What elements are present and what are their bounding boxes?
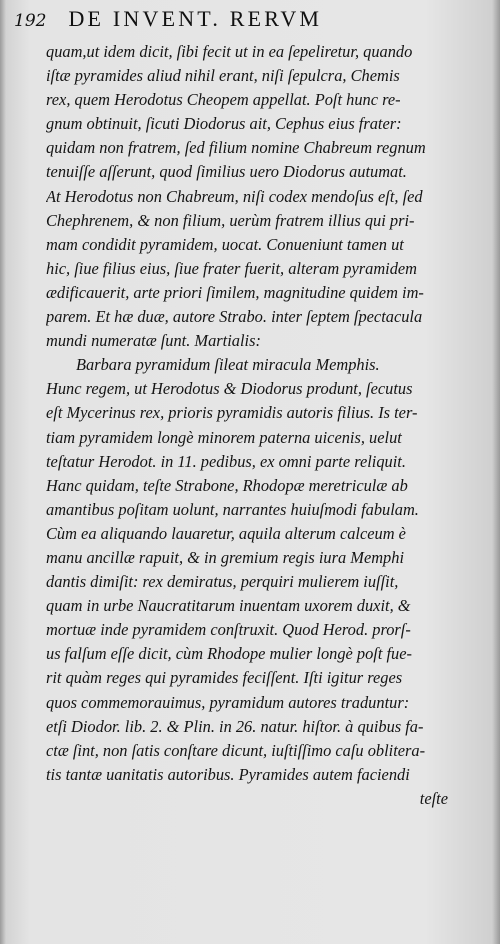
text-line: mundi numeratæ ſunt. Martialis: [46, 331, 261, 351]
text-line: etſi Diodor. lib. 2. & Plin. in 26. natur. hiſtor. à quibus fa- [46, 716, 424, 736]
page-number: 192 [14, 11, 47, 31]
text-line: quidam non fratrem, ſed filium nomine Chabreum regnum [46, 138, 426, 158]
text-line: Cùm ea aliquando lauaretur, aquila alterum calceum è [46, 523, 406, 543]
text-line: tenuiſſe aſſerunt, quod ſimilius uero Diodorus autumat. [46, 162, 407, 182]
text-line: quam in urbe Naucratitarum inuentam uxorem duxit, & [46, 596, 411, 616]
text-line: us falſum eſſe dicit, cùm Rhodope mulier longè poſt fue- [46, 644, 412, 664]
text-line: Chephrenem, & non filium, uerùm fratrem illius qui pri- [46, 210, 415, 230]
text-line: teſtatur Herodot. in 11. pedibus, ex omni parte reliquit. [46, 451, 406, 471]
text-line: Hanc quidam, teſte Strabone, Rhodopæ meretriculæ ab [46, 475, 408, 495]
text-line: ædificauerit, arte priori ſimilem, magnitudine quidem im- [46, 282, 424, 302]
text-line: amantibus poſitam uolunt, narrantes huiuſmodi fabulam. [46, 499, 419, 519]
text-line: At Herodotus non Chabreum, niſi codex mendoſus eſt, ſed [46, 186, 423, 206]
text-line: mortuæ inde pyramidem conſtruxit. Quod Herod. prorſ- [46, 620, 411, 640]
text-line: quam,ut idem dicit, ſibi fecit ut in ea ſepeliretur, quando [46, 42, 413, 61]
text-line: quos commemorauimus, pyramidum autores traduntur: [46, 692, 410, 712]
text-line: gnum obtinuit, ſicuti Diodorus ait, Cephus eius frater: [46, 114, 402, 134]
text-line: tis tantæ uanitatis autoribus. Pyramides autem faciendi [46, 764, 410, 784]
text-line: rex, quem Herodotus Cheopem appellat. Poſt hunc re- [46, 90, 401, 110]
catchword: teſte [419, 788, 448, 808]
text-line: hic, ſiue filius eius, ſiue frater fuerit, alteram pyramidem [46, 258, 418, 278]
body-text [46, 40, 488, 811]
text-line: dantis dimiſit: rex demiratus, perquiri mulierem iuſſit, [46, 572, 399, 592]
text-line: manu ancillæ rapuit, & in gremium regis iura Memphi [46, 547, 405, 567]
text-line: iſtæ pyramides aliud nihil erant, niſi ſepulcra, Chemis [46, 66, 400, 86]
page-edge-shadow [492, 0, 500, 944]
verse-quotation: Barbara pyramidum ſileat miracula Memphis. [76, 355, 380, 375]
text-line: parem. Et hæ duæ, autore Strabo. inter ſeptem ſpectacula [46, 307, 423, 327]
text-line: mam condidit pyramidem, uocat. Conueniunt tamen ut [46, 234, 404, 254]
text-line: ctæ ſint, non ſatis conſtare dicunt, iuſtiſſimo caſu oblitera- [46, 740, 426, 760]
text-line: rit quàm reges qui pyramides feciſſent. Iſti igitur reges [46, 668, 403, 688]
text-line: Hunc regem, ut Herodotus & Diodorus produnt, ſecutus [46, 379, 413, 399]
page-header [14, 6, 492, 36]
running-head: DE INVENT. RERVM [68, 6, 323, 31]
text-line: eſt Mycerinus rex, prioris pyramidis autoris filius. Is ter- [46, 403, 418, 423]
text-line: tiam pyramidem longè minorem paterna uicenis, uelut [46, 427, 402, 447]
page-gutter-shadow [0, 0, 6, 944]
